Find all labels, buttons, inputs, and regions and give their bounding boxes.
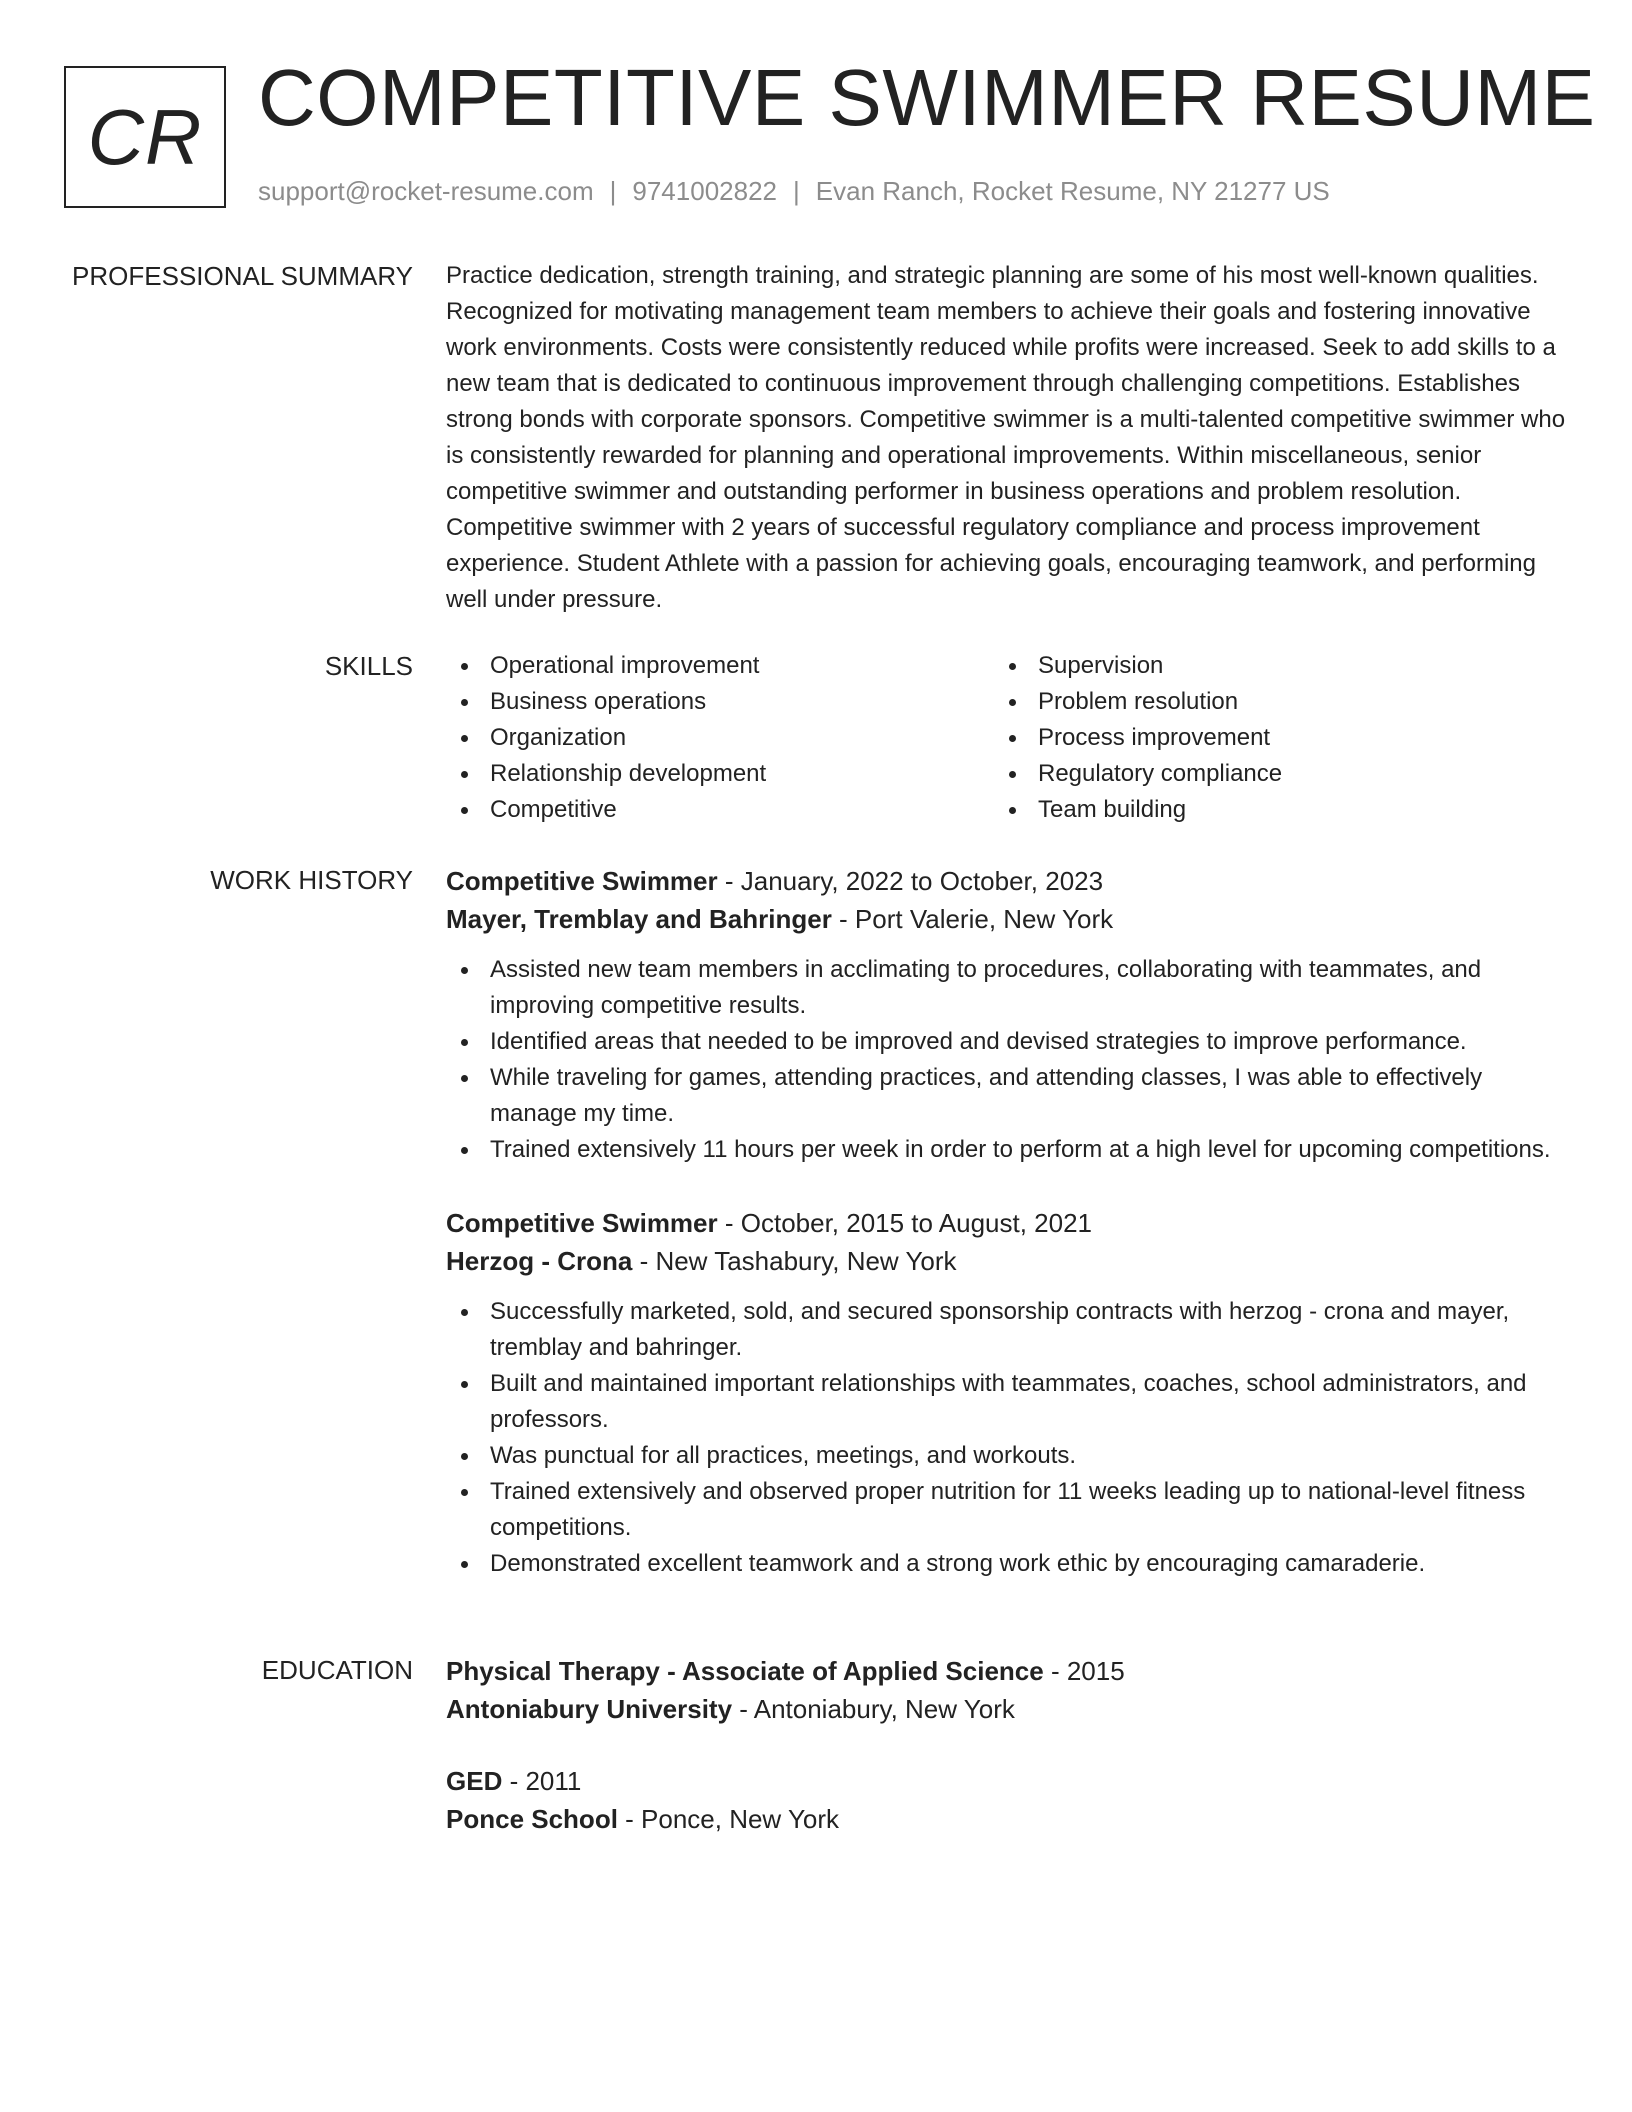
- job-location: - Port Valerie, New York: [831, 904, 1114, 934]
- job-company: Herzog - Crona: [446, 1246, 633, 1276]
- job-title-line: [446, 1204, 1568, 1242]
- edu-school-line: [446, 1690, 1568, 1728]
- skill-item: Regulatory compliance: [994, 756, 1542, 792]
- section-label-skills: SKILLS: [324, 651, 413, 681]
- work-body: [446, 862, 1568, 1582]
- skill-item: Competitive: [446, 792, 994, 828]
- job-location: - New Tashabury, New York: [632, 1246, 957, 1276]
- job-bullet: While traveling for games, attending practices, and attending classes, I was able to effectively manage my time.: [446, 1060, 1568, 1132]
- job-dates: - January, 2022 to October, 2023: [717, 866, 1104, 896]
- job-bullet: Trained extensively 11 hours per week in order to perform at a high level for upcoming competitions.: [446, 1132, 1568, 1168]
- job-bullet: Was punctual for all practices, meetings, and workouts.: [446, 1438, 1568, 1474]
- skills-body: [446, 648, 1568, 828]
- job-entry: [446, 1204, 1568, 1582]
- contact-phone[interactable]: 9741002822: [632, 176, 777, 206]
- job-title: Competitive Swimmer: [446, 866, 718, 896]
- contact-email[interactable]: support@rocket-resume.com: [258, 176, 594, 206]
- section-label-work: WORK HISTORY: [210, 865, 413, 895]
- edu-location: - Antoniabury, New York: [732, 1694, 1015, 1724]
- skill-item: Team building: [994, 792, 1542, 828]
- job-company-line: [446, 1242, 1568, 1280]
- education-entry: [446, 1762, 1568, 1838]
- edu-location: - Ponce, New York: [617, 1804, 840, 1834]
- skill-item: Business operations: [446, 684, 994, 720]
- job-bullet: Demonstrated excellent teamwork and a strong work ethic by encouraging camaraderie.: [446, 1546, 1568, 1582]
- monogram-logo: CR: [64, 66, 226, 208]
- skill-item: Supervision: [994, 648, 1542, 684]
- job-bullets: [446, 1294, 1568, 1582]
- job-bullet: Assisted new team members in acclimating to procedures, collaborating with teammates, and improving competitive results.: [446, 952, 1568, 1024]
- skill-item: Process improvement: [994, 720, 1542, 756]
- job-bullet: Successfully marketed, sold, and secured sponsorship contracts with herzog - crona and mayer, tremblay and bahringer.: [446, 1294, 1568, 1366]
- edu-school: Antoniabury University: [446, 1694, 733, 1724]
- edu-school-line: [446, 1800, 1568, 1838]
- job-bullet: Trained extensively and observed proper nutrition for 11 weeks leading up to national-level fitness competitions.: [446, 1474, 1568, 1546]
- section-label-education: EDUCATION: [261, 1655, 413, 1685]
- edu-degree: Physical Therapy - Associate of Applied Science: [446, 1656, 1044, 1686]
- job-company: Mayer, Tremblay and Bahringer: [446, 904, 832, 934]
- job-bullet: Identified areas that needed to be improved and devised strategies to improve performance.: [446, 1024, 1568, 1060]
- education-body: [446, 1652, 1568, 1838]
- job-dates: - October, 2015 to August, 2021: [717, 1208, 1093, 1238]
- skill-item: Relationship development: [446, 756, 994, 792]
- edu-school: Ponce School: [446, 1804, 618, 1834]
- contact-separator: |: [793, 176, 800, 206]
- education-entry: [446, 1652, 1568, 1728]
- contact-line: [258, 176, 1330, 207]
- contact-separator: |: [609, 176, 617, 206]
- skills-right-list: [994, 648, 1542, 828]
- edu-year: - 2015: [1043, 1656, 1125, 1686]
- skills-left-list: [446, 648, 994, 828]
- job-entry: [446, 862, 1568, 1168]
- skill-item: Problem resolution: [994, 684, 1542, 720]
- contact-address: Evan Ranch, Rocket Resume, NY 21277 US: [815, 176, 1330, 206]
- resume-title: COMPETITIVE SWIMMER RESUME: [258, 53, 1596, 142]
- section-label-summary: PROFESSIONAL SUMMARY: [72, 261, 413, 291]
- summary-text: Practice dedication, strength training, and strategic planning are some of his most well-known qualities. Recognized for motivating management team members to achieve their goals and fostering innovative work environments. Costs were consistently reduced while profits were increased. Seek to add skills to a new team that is dedicated to continuous improvement through challenging competitions. Establishes strong bonds with corporate sponsors. Competitive swimmer is a multi-talented competitive swimmer who is consistently rewarded for planning and operational improvements. Within miscellaneous, senior competitive swimmer and outstanding performer in business operations and problem resolution. Competitive swimmer with 2 years of successful regulatory compliance and process improvement experience. Student Athlete with a passion for achieving goals, encouraging teamwork, and performing well under pressure.: [446, 262, 1566, 613]
- skill-item: Operational improvement: [446, 648, 994, 684]
- job-title-line: [446, 862, 1568, 900]
- edu-year: - 2011: [502, 1766, 582, 1796]
- job-bullets: [446, 952, 1568, 1168]
- skill-item: Organization: [446, 720, 994, 756]
- job-bullet: Built and maintained important relationships with teammates, coaches, school administrators, and professors.: [446, 1366, 1568, 1438]
- edu-degree-line: [446, 1762, 1568, 1800]
- edu-degree-line: [446, 1652, 1568, 1690]
- job-title: Competitive Swimmer: [446, 1208, 718, 1238]
- job-company-line: [446, 900, 1568, 938]
- edu-degree: GED: [446, 1766, 503, 1796]
